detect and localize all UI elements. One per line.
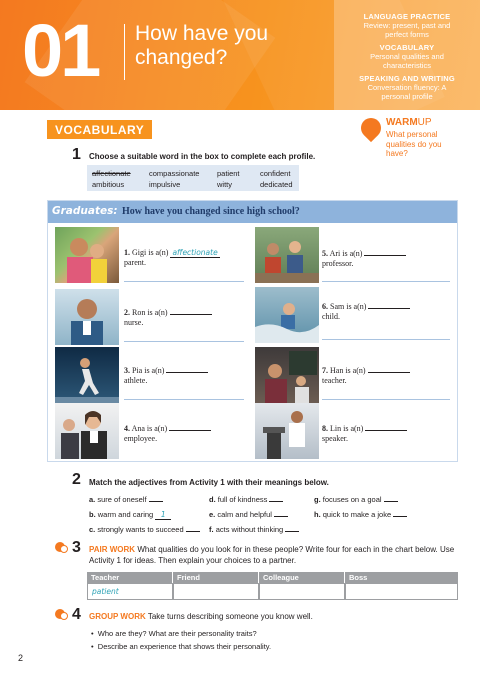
- activity-instruction: GROUP WORK Take turns describing someone you know well.: [89, 612, 313, 621]
- profile-item: 2. Ron is a(n) nurse.: [124, 307, 212, 329]
- objective-text: Review: present, past and perfect forms: [363, 21, 451, 40]
- activity-number: 2: [72, 471, 81, 488]
- warmup-speech-icon: [357, 114, 385, 142]
- answer-field[interactable]: [186, 525, 200, 532]
- answer-field[interactable]: [170, 307, 212, 315]
- answer-field[interactable]: [285, 525, 299, 532]
- profile-item: 3. Pia is a(n) athlete.: [124, 365, 208, 387]
- graduates-panel: [47, 200, 458, 462]
- answer-field[interactable]: [368, 301, 410, 309]
- profile-item: 7. Han is a(n) teacher.: [322, 365, 410, 387]
- page-number: 2: [18, 653, 24, 663]
- chart-header: Friend: [173, 572, 259, 583]
- warmup-question: What personal qualities do you have?: [386, 130, 442, 159]
- photo-athlete: [55, 347, 119, 403]
- profile-item: 8. Lin is a(n) speaker.: [322, 423, 407, 445]
- qualities-chart: [87, 572, 458, 600]
- profile-item: 5. Ari is a(n) professor.: [322, 248, 406, 270]
- word-item: patient: [217, 169, 240, 178]
- word-item: dedicated: [260, 180, 293, 189]
- answer-field[interactable]: [149, 495, 163, 502]
- match-item: e. calm and helpful: [209, 510, 288, 519]
- unit-objectives-panel: [334, 0, 480, 110]
- chart-cell[interactable]: [259, 583, 345, 600]
- divider: [322, 339, 450, 340]
- photo-child: [255, 287, 319, 343]
- match-item: g. focuses on a goal: [314, 495, 398, 504]
- divider: [322, 281, 450, 282]
- unit-number: 01: [22, 9, 99, 92]
- activity-number: 3: [72, 539, 81, 556]
- divider: [322, 399, 450, 400]
- word-item: affectionate: [92, 169, 131, 178]
- answer-field[interactable]: [365, 423, 407, 431]
- photo-speaker: [255, 403, 319, 459]
- match-item: d. full of kindness: [209, 495, 283, 504]
- answer-field[interactable]: [364, 248, 406, 256]
- answer-field[interactable]: [269, 495, 283, 502]
- word-item: compassionate: [149, 169, 200, 178]
- objective-heading: VOCABULARY: [379, 42, 435, 52]
- graduates-label: Graduates:: [52, 205, 118, 217]
- objective-text: Personal qualities and characteristics: [370, 51, 444, 71]
- photo-employee: [55, 403, 119, 459]
- match-item: c. strongly wants to succeed: [89, 525, 200, 534]
- activity-instruction: Choose a suitable word in the box to complete each profile.: [89, 152, 316, 161]
- warmup-title: WARMUP: [386, 117, 432, 128]
- graduates-header: [48, 201, 457, 223]
- answer-field[interactable]: [166, 365, 208, 373]
- answer-field[interactable]: [368, 365, 410, 373]
- match-item: b. warm and caring 1: [89, 510, 171, 520]
- chart-header: Colleague: [259, 572, 345, 583]
- word-item: ambitious: [92, 180, 125, 189]
- unit-header: [0, 0, 480, 110]
- answer-field[interactable]: [384, 495, 398, 502]
- word-box: [87, 165, 299, 191]
- unit-title: How have you changed?: [135, 22, 269, 70]
- chart-header: Teacher: [87, 572, 173, 583]
- chart-header: Boss: [345, 572, 458, 583]
- word-item: witty: [217, 180, 232, 189]
- header-divider: [124, 24, 125, 80]
- photo-parent-child: [55, 227, 119, 283]
- profile-item: 6. Sam is a(n) child.: [322, 301, 410, 323]
- objective-text: Conversation fluency: A personal profile: [367, 82, 447, 101]
- answer-field[interactable]: [274, 510, 288, 517]
- divider: [124, 281, 244, 282]
- match-item: h. quick to make a joke: [314, 510, 407, 519]
- answer-field[interactable]: 1: [155, 510, 171, 520]
- chart-cell[interactable]: [173, 583, 259, 600]
- photo-professor: [255, 227, 319, 283]
- bullet-item: • Who are they? What are their personality traits?: [91, 629, 257, 638]
- group-work-icon: [55, 609, 69, 621]
- profile-item: 4. Ana is a(n) employee.: [124, 423, 211, 445]
- answer-field[interactable]: [169, 423, 211, 431]
- pair-work-icon: [55, 542, 69, 554]
- activity-number: 4: [72, 606, 81, 623]
- section-banner: VOCABULARY: [47, 120, 152, 139]
- objective-heading: LANGUAGE PRACTICE: [363, 12, 451, 21]
- graduates-question: How have you changed since high school?: [122, 206, 300, 217]
- photo-teacher: [255, 347, 319, 403]
- answer-field[interactable]: affectionate: [172, 248, 218, 257]
- match-item: f. acts without thinking: [209, 525, 299, 534]
- objective-heading: SPEAKING AND WRITING: [359, 73, 455, 83]
- activity-instruction: PAIR WORK What qualities do you look for in these people? Write four for each in the chart below. Use Activity 1 for ideas. Then explain your choices to a partner.: [89, 545, 455, 565]
- chart-cell[interactable]: patient: [87, 583, 173, 600]
- match-item: a. sure of oneself: [89, 495, 163, 504]
- activity-number: 1: [72, 146, 81, 163]
- divider: [124, 341, 244, 342]
- bullet-item: • Describe an experience that shows their personality.: [91, 642, 272, 651]
- activity-instruction: Match the adjectives from Activity 1 with their meanings below.: [89, 478, 329, 487]
- chart-cell[interactable]: [345, 583, 458, 600]
- divider: [124, 399, 244, 400]
- word-item: impulsive: [149, 180, 181, 189]
- answer-field[interactable]: [393, 510, 407, 517]
- word-item: confident: [260, 169, 291, 178]
- photo-nurse: [55, 289, 119, 345]
- profile-item: 1. Gigi is a(n) affectionate parent.: [124, 248, 218, 268]
